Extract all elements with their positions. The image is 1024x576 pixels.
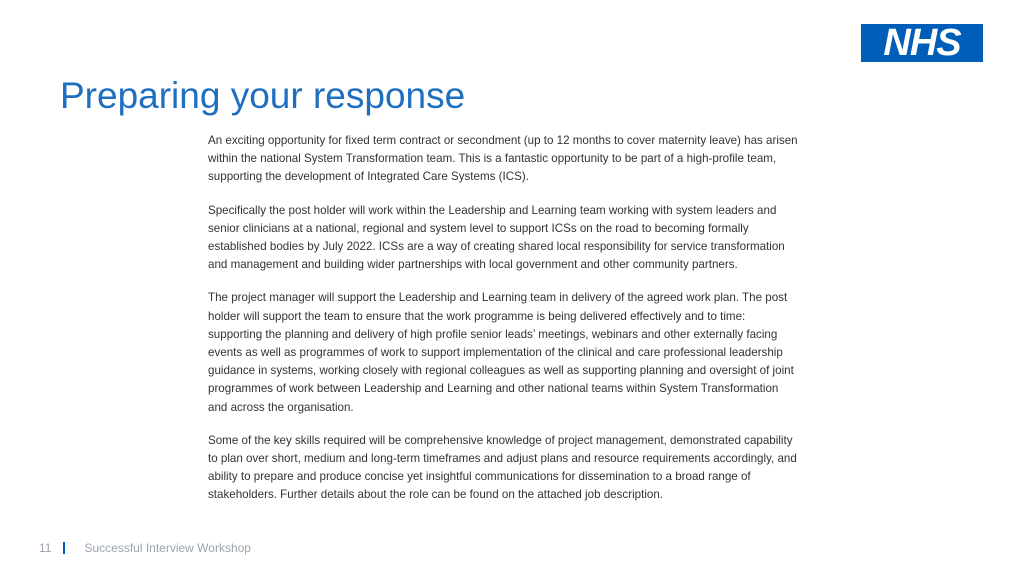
paragraph-2: Specifically the post holder will work within the Leadership and Learning team working with system leaders and senior clinicians at a national, regional and system level to support ICSs on the road to becoming formally established bodies by July 2022. ICSs are a way of creating shared local responsibility for service transformation and management and building wider partnerships with local government and other community partners. (208, 203, 785, 272)
page-number: 11 (39, 541, 52, 555)
body-text (208, 132, 800, 520)
footer-separator (63, 542, 65, 554)
nhs-logo-text: NHS (883, 22, 961, 64)
paragraph-4: Some of the key skills required will be comprehensive knowledge of project management, demonstrated capability to plan over short, medium and long-term timeframes and adjust plans and resource requirements accordingly, and ability to prepare and produce concise yet insightful communications for dissemination to a broad range of stakeholders. Further details about the role can be found on the attached job description. (208, 433, 797, 502)
footer (39, 540, 251, 556)
nhs-logo (861, 24, 983, 62)
paragraph-1: An exciting opportunity for fixed term contract or secondment (up to 12 months to cover maternity leave) has arisen within the national System Transformation team. This is a fantastic opportunity to be part of a high-profile team, supporting the development of Integrated Care Systems (ICS). (208, 134, 798, 184)
page-title: Preparing your response (60, 75, 466, 116)
footer-text: Successful Interview Workshop (84, 541, 251, 555)
paragraph-3: The project manager will support the Leadership and Learning team in delivery of the agreed work plan. The post holder will support the team to ensure that the work programme is being delivered effectively and to time: supporting the planning and delivery of high profile senior leads’ meetings, webinars and other externally facing events as well as programmes of work to support implementation of the clinical and care professional leadership guidance in systems, working closely with regional colleagues as well as supporting planning and oversight of joint programmes of work between Leadership and Learning and other national teams within System Transformation and across the organisation. (208, 291, 794, 414)
